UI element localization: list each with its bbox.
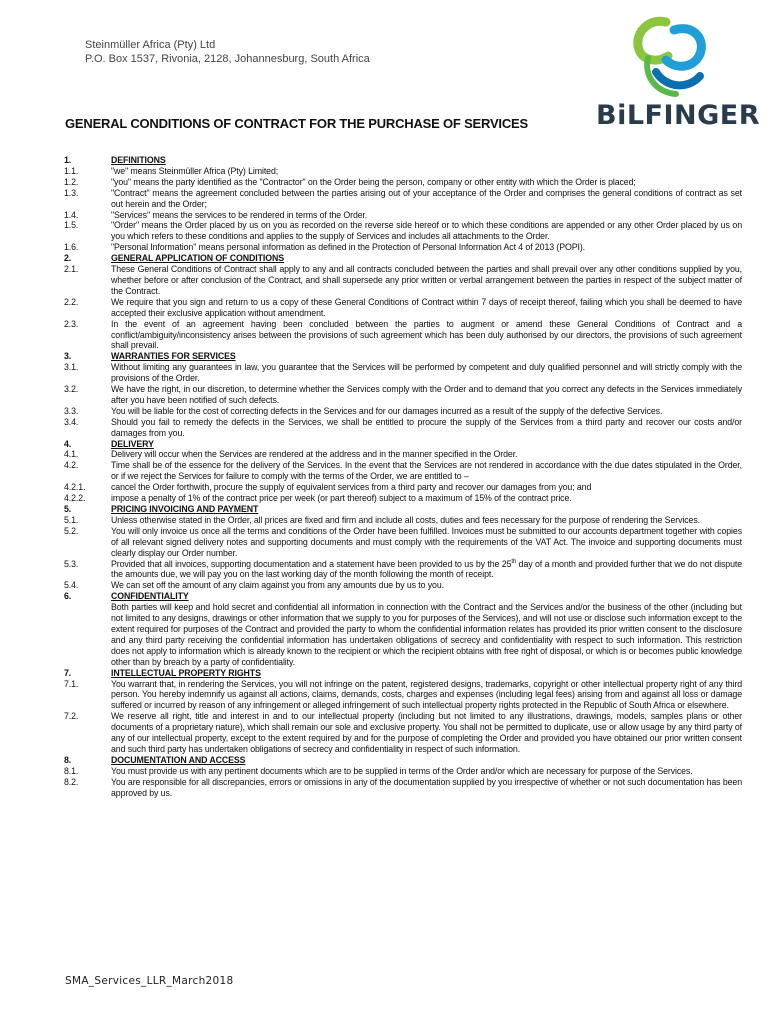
clause-text: Delivery will occur when the Services are rendered at the address and in the manner specified in the Order.: [111, 449, 518, 460]
clause-item: [64, 580, 742, 591]
clause-item: [64, 526, 742, 559]
section-heading-text: GENERAL APPLICATION OF CONDITIONS: [111, 253, 284, 264]
clause-text: Both parties will keep and hold secret and confidential all information in connection with the Contract and the Services and/or the business of the other (including but not limited to any designs, drawings or other information that we supply to you for purposes of the Services), and will not use or disclose such information except to the extent required for purposes of the Contract and provided the party to whom the confidential information relates has provided its prior written consent to the disclosure and any third party receiving the confidential information has undertaken obligations of secrecy and confidentiality with respect to such information. This restriction does not apply to information which is already known to the recipient or which the recipient obtains with free right of disposal, or which is or becomes public knowledge other than by breach by a party of confidentiality.: [111, 602, 742, 667]
clause-number: 3.1.: [64, 362, 79, 373]
clause-text: "we" means Steinmüller Africa (Pty) Limited;: [111, 165, 279, 176]
clause-item: [64, 460, 742, 482]
clause-item: [64, 166, 742, 177]
clause-item: [64, 711, 742, 755]
clause-number: 3.4.: [64, 416, 79, 427]
clause-number: 5.: [64, 504, 72, 514]
clause-number: 6.: [64, 591, 72, 602]
clause-text: These General Conditions of Contract shall apply to any and all contracts concluded between the parties and shall prevail over any other conditions supplied by you, whether before or after conclusion of the Contract, and shall supersede any prior written or verbal arrangement between the parties in respect of the subject matter of the Contract.: [111, 264, 742, 296]
clause-number: 1.2.: [64, 176, 79, 187]
section-heading: [64, 155, 742, 166]
clause-number: 5.3.: [64, 558, 79, 569]
section-heading-text: INTELLECTUAL PROPERTY RIGHTS: [111, 667, 261, 678]
clause-text: You warrant that, in rendering the Services, you will not infringe on the patent, registered designs, trademarks, copyright or other intellectual property right of any third person. You hereby indemnify us against all actions, claims, demands, costs, charges and expenses (including legal fees) arising from and against all loss or damage suffered or incurred by reason of any infringement or alleged infringement of such intellectual property rights protected in the Republic of South Africa or elsewhere.: [111, 678, 742, 711]
clause-text: cancel the Order forthwith, procure the supply of equivalent services from a third party and recover our damages from you; and: [111, 482, 592, 493]
clause-number: 2.: [64, 253, 72, 264]
clause-number: 4.1.: [64, 449, 79, 460]
logo-wordmark: BiLFINGER: [596, 100, 761, 131]
clause-item: [64, 242, 742, 253]
clause-item: [64, 766, 742, 777]
clause-text: Unless otherwise stated in the Order, all prices are fixed and firm and include all costs, duties and fees necessary for the purpose of rendering the Services.: [111, 514, 700, 525]
section-heading: [64, 504, 742, 515]
clause-number: 4.: [64, 438, 72, 449]
document-footer: SMA_Services_LLR_March2018: [65, 975, 234, 987]
clause-item: [64, 384, 742, 406]
clause-number: [64, 602, 111, 667]
clause-text: "Personal Information" means personal information as defined in the Protection of Personal Information Act 4 of 2013 (POPI).: [111, 242, 586, 253]
clause-item: [64, 515, 742, 526]
clause-item: [64, 177, 742, 188]
clause-text: We require that you sign and return to us a copy of these General Conditions of Contract within 7 days of receipt thereof, failing which you shall be deemed to have accepted their exclusive application without amendment.: [111, 296, 742, 318]
section-heading: [64, 591, 742, 602]
clause-item: [64, 559, 742, 581]
section-heading: [64, 253, 742, 264]
clause-text: You will be liable for the cost of correcting defects in the Services and for our damages incurred as a result of the supply of the defective Services.: [111, 405, 663, 416]
clause-number: 7.1.: [64, 678, 79, 689]
company-address: P.O. Box 1537, Rivonia, 2128, Johannesburg, South Africa: [85, 53, 370, 65]
clause-number: 8.1.: [64, 765, 79, 776]
clause-text: impose a penalty of 1% of the contract price per week (or part thereof) subject to a maximum of 15% of the contract price.: [111, 493, 572, 504]
section-heading-text: PRICING INVOICING AND PAYMENT: [111, 504, 259, 514]
clause-item: [64, 188, 742, 210]
clause-text: You will only invoice us once all the terms and conditions of the Order have been fulfilled. Invoices must be submitted to our accounts department together with copies of all relevant signed delivery notes and supporting documents and must comply with the requirements of the VAT Act. The invoice and supporting documents must clearly display our Order number.: [111, 525, 742, 558]
clause-number: 4.2.2.: [64, 493, 86, 504]
clause-number: 1.6.: [64, 242, 79, 253]
clause-text: We can set off the amount of any claim against you from any amounts due by us to you.: [111, 580, 444, 591]
clause-number: 5.2.: [64, 525, 79, 536]
clause-number: 1.3.: [64, 187, 79, 198]
section-heading-text: DOCUMENTATION AND ACCESS: [111, 754, 246, 765]
clause-text: In the event of an agreement having been concluded between the parties to augment or amend these General Conditions of Contract and a conflict/ambiguity/inconsistency arises between the provisions of such agreement which has been duly authorised by our directors, the provisions of such agreement shall prevail.: [111, 318, 742, 351]
document-title: GENERAL CONDITIONS OF CONTRACT FOR THE PURCHASE OF SERVICES: [65, 116, 528, 131]
clause-number: 1.4.: [64, 209, 79, 220]
clause-text: Time shall be of the essence for the delivery of the Services. In the event that the Services are not rendered in accordance with the due dates stipulated in the Order, or if we reject the Services for failure to comply with the terms of the Order, we are entitled to –: [111, 460, 742, 482]
clause-item: [64, 319, 742, 352]
clause-item: [64, 210, 742, 221]
clause-number: 2.2.: [64, 296, 79, 307]
clause-item: [64, 362, 742, 384]
bilfinger-emblem-icon: [596, 10, 746, 102]
clause-text: "Order" means the Order placed by us on you as recorded on the reverse side hereof or to which these conditions are appended or any other Order placed by us on you which refers to these conditions and applies to the supply of Services and includes all attachments to the Order.: [111, 220, 742, 242]
clause-number: 3.: [64, 351, 72, 362]
clause-text: "Services" means the services to be rendered in terms of the Order.: [111, 209, 368, 220]
clause-item: [64, 220, 742, 242]
clauses-list: [64, 155, 742, 798]
section-heading: [64, 755, 742, 766]
clause-number: 7.2.: [64, 711, 79, 722]
clause-item: [64, 297, 742, 319]
clause-text: You must provide us with any pertinent documents which are to be supplied in terms of the Order and/or which are necessary for purpose of the Services.: [111, 765, 693, 776]
clause-number: 8.: [64, 754, 72, 765]
clause-text: Provided that all invoices, supporting documentation and a statement have been provided to us by the 25th day of a month and provided further that we do not dispute the amounts due, we will pay you on the last working day of the month following the month of receipt.: [111, 558, 742, 580]
clause-item: [64, 777, 742, 799]
section-heading-text: WARRANTIES FOR SERVICES: [111, 351, 236, 362]
section-heading: [64, 439, 742, 450]
clause-text: Should you fail to remedy the defects in the Services, we shall be entitled to procure the supply of the Services from a third party and recover our costs and/or damages from you.: [111, 416, 742, 438]
clause-number: 5.1.: [64, 514, 79, 525]
section-heading-text: DEFINITIONS: [111, 155, 166, 165]
clause-number: 7.: [64, 667, 72, 678]
section-heading: [64, 668, 742, 679]
section-heading-text: CONFIDENTIALITY: [111, 591, 189, 602]
clause-item: [64, 602, 742, 667]
clause-item: [64, 449, 742, 460]
clause-text: "Contract" means the agreement concluded between the parties arising out of your acceptance of the Order and comprises the general conditions of contract as set out herein and the Order;: [111, 187, 742, 209]
clause-item: [64, 493, 742, 504]
company-address-block: [85, 38, 370, 66]
clause-number: 1.1.: [64, 165, 79, 176]
clause-number: 8.2.: [64, 776, 79, 787]
clause-number: 2.3.: [64, 318, 79, 329]
clause-number: 4.2.: [64, 460, 79, 471]
clause-item: [64, 417, 742, 439]
clause-number: 4.2.1.: [64, 482, 86, 493]
clause-item: [64, 482, 742, 493]
clause-text: We have the right, in our discretion, to determine whether the Services comply with the Order and to demand that you correct any defects in the Services immediately after you have been notified of such defects.: [111, 384, 742, 405]
section-heading: [64, 351, 742, 362]
clause-number: 1.: [64, 155, 72, 165]
clause-number: 2.1.: [64, 264, 79, 275]
bilfinger-logo: [596, 10, 761, 131]
clause-item: [64, 679, 742, 712]
clause-text: "you" means the party identified as the "Contractor" on the Order being the person, company or other entity with which the Order is placed;: [111, 176, 636, 187]
clause-number: 3.3.: [64, 405, 79, 416]
section-heading-text: DELIVERY: [111, 438, 154, 449]
clause-number: 3.2.: [64, 384, 79, 395]
clause-text: Without limiting any guarantees in law, you guarantee that the Services will be performed by competent and duly qualified personnel and will strictly comply with the provisions of the Order.: [111, 362, 742, 384]
company-name: Steinmüller Africa (Pty) Ltd: [85, 39, 216, 51]
clause-text: You are responsible for all discrepancies, errors or omissions in any of the documentation supplied by you irrespective of whether or not such documentation has been approved by us.: [111, 776, 742, 798]
clause-item: [64, 264, 742, 297]
clause-text: We reserve all right, title and interest in and to our intellectual property (including but not limited to any illustrations, drawings, models, samples plans or other documents of a proprietary nature), which shall remain our sole and exclusive property. You shall not be permitted to duplicate, use or allow usage by any third party of any of our intellectual property, except to the extent required by and for the purpose of completing the Order and provided you have obtained our prior written consent and such third party has undertaken obligations of secrecy and confidentiality in respect of such information.: [111, 711, 742, 754]
clause-number: 5.4.: [64, 580, 79, 591]
clause-item: [64, 406, 742, 417]
clause-number: 1.5.: [64, 220, 79, 231]
